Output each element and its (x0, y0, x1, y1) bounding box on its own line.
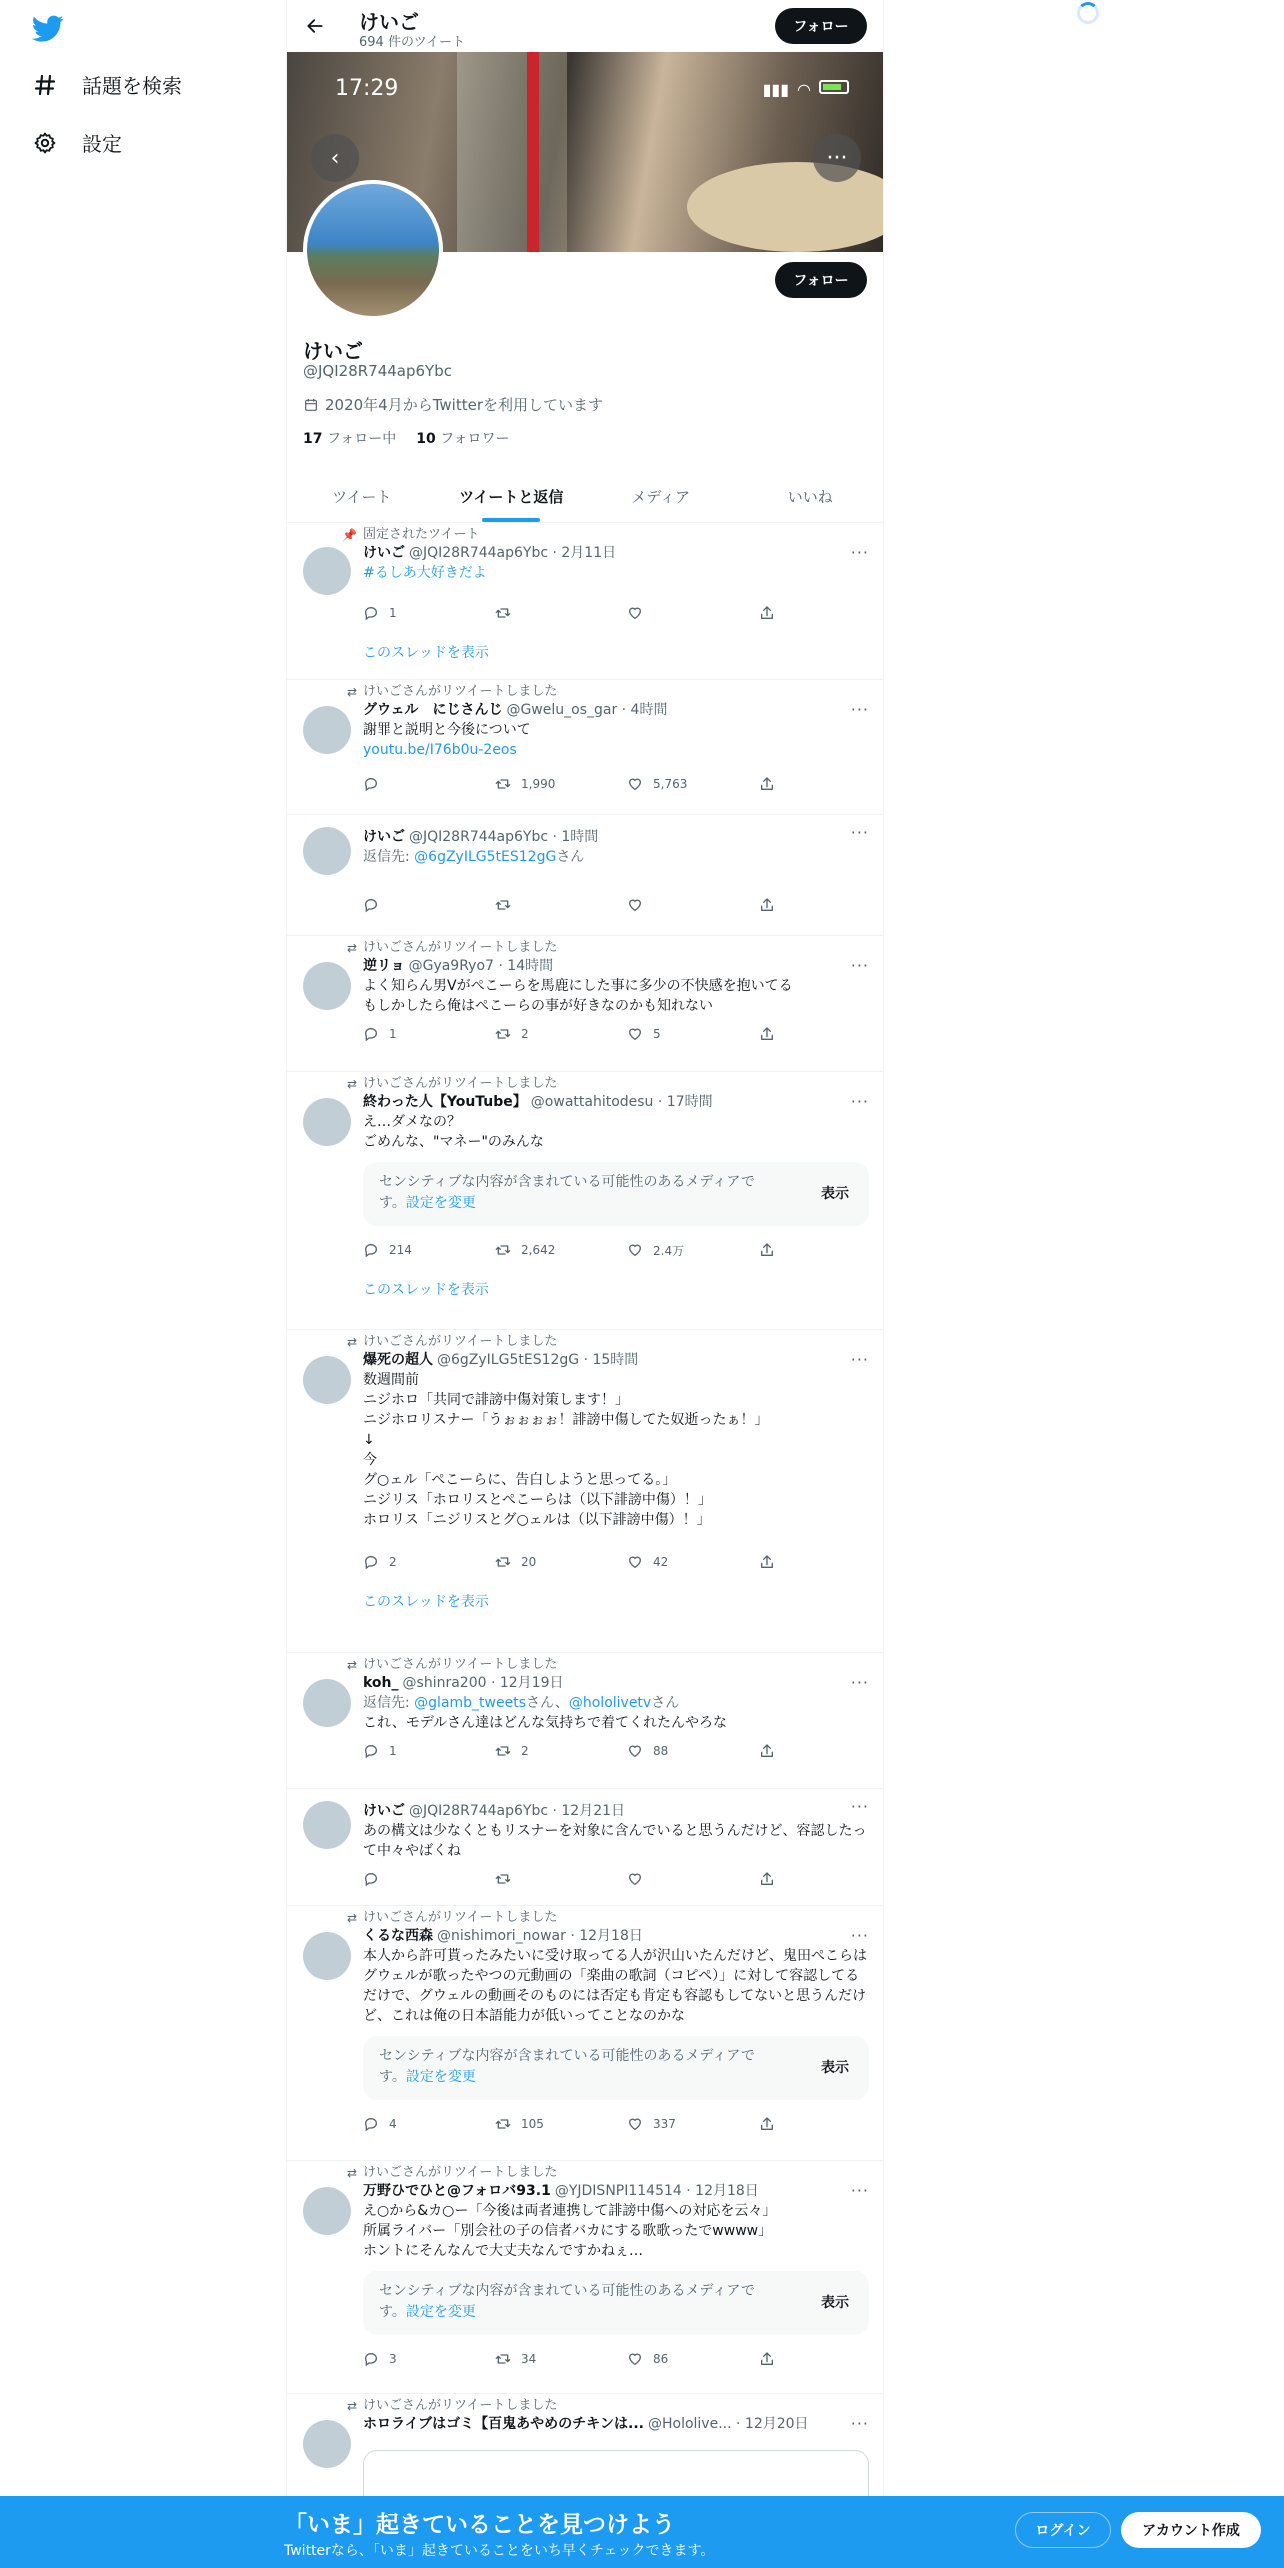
reply-button[interactable] (363, 1743, 495, 1759)
more-icon[interactable]: ··· (850, 2414, 869, 2433)
tweet-context-text: けいごさんがリツイートしました (363, 1076, 558, 1091)
followers-label: フォロワー (440, 431, 510, 447)
heart-icon (627, 605, 643, 621)
tweet-header (363, 700, 869, 720)
tweet-context (341, 936, 869, 956)
heart-icon (627, 776, 643, 792)
change-settings-link[interactable]: 設定を変更 (405, 2069, 476, 2085)
tweet-meta[interactable]: @JQI28R744ap6Ybc · 12月21日 (409, 1803, 626, 1819)
like-count: 42 (653, 1555, 669, 1569)
like-count: 5,763 (653, 777, 688, 791)
tweet-header (363, 827, 869, 847)
retweet-count: 1,990 (521, 777, 556, 791)
reply-to-user[interactable]: @glamb_tweets (414, 1695, 527, 1711)
more-icon[interactable]: ··· (850, 1350, 869, 1369)
like-button[interactable] (627, 1871, 759, 1887)
tweet-header (363, 1092, 869, 1112)
retweet-button[interactable] (495, 2351, 627, 2367)
retweet-count: 2 (521, 1027, 529, 1041)
reply-count: 1 (389, 1744, 397, 1758)
followers-count: 10 (416, 431, 436, 447)
share-icon (759, 2116, 775, 2132)
heart-icon (627, 1026, 643, 1042)
more-icon[interactable]: ··· (850, 543, 869, 562)
reply-icon (363, 1026, 379, 1042)
tweet-item[interactable] (287, 1906, 884, 2161)
sensitive-media-notice (363, 2036, 869, 2100)
tweet-context (341, 1072, 869, 1092)
like-count: 88 (653, 1744, 669, 1758)
tweet-actions (363, 1016, 869, 1052)
share-button[interactable] (759, 776, 775, 792)
show-thread-link[interactable]: このスレッドを表示 (363, 1594, 489, 1610)
avatar[interactable] (303, 1679, 351, 1727)
show-thread-link[interactable]: このスレッドを表示 (363, 645, 489, 661)
more-icon[interactable]: ··· (850, 1673, 869, 1692)
tweet-context (341, 1653, 869, 1673)
tweet-meta[interactable]: @shinra200 · 12月19日 (402, 1675, 564, 1691)
tweet-item[interactable] (287, 523, 884, 680)
tweet-author[interactable]: グウェル にじさんじ (363, 702, 503, 718)
nav-settings[interactable] (32, 128, 122, 157)
tweet-header (363, 2414, 869, 2434)
avatar[interactable] (303, 1356, 351, 1404)
like-button[interactable] (627, 2351, 759, 2367)
avatar[interactable] (303, 2420, 351, 2468)
tweet-item[interactable] (287, 936, 884, 1072)
loading-spinner-icon (1077, 2, 1099, 24)
following-count: 17 (303, 431, 323, 447)
reply-button[interactable] (363, 605, 495, 621)
tweet-context-text: けいごさんがリツイートしました (363, 2165, 558, 2180)
tweet-meta[interactable]: @nishimori_nowar · 12月18日 (437, 1928, 643, 1944)
retweet-button[interactable] (495, 1554, 627, 1570)
like-button[interactable] (627, 1026, 759, 1042)
share-button[interactable] (759, 1242, 775, 1258)
share-icon (759, 1554, 775, 1570)
reply-icon (363, 2116, 379, 2132)
share-button[interactable] (759, 897, 775, 913)
reply-icon (363, 1871, 379, 1887)
reply-to-mid: さん、 (526, 1695, 569, 1711)
tweet-text: 謝罪と説明と今後について (363, 722, 531, 738)
retweet-icon (495, 1871, 511, 1887)
tweet-actions (363, 1861, 869, 1897)
banner-time: 17:29 (335, 76, 399, 101)
tweet-item[interactable] (287, 680, 884, 815)
share-icon (759, 1026, 775, 1042)
retweet-small-icon: ⇄ (346, 941, 357, 955)
like-button[interactable] (627, 776, 759, 792)
retweet-count: 2 (521, 1744, 529, 1758)
retweet-button[interactable] (495, 1242, 627, 1258)
avatar[interactable] (303, 1932, 351, 1980)
tweet-text: え…ダメなの？ ごめんな、"マネー"のみんな (363, 1114, 544, 1150)
tweet-item[interactable] (287, 1330, 884, 1653)
heart-icon (627, 1743, 643, 1759)
tweet-author[interactable]: 終わった人【YouTube】 (363, 1094, 527, 1110)
following-label: フォロー中 (326, 431, 397, 447)
show-media-button[interactable]: 表示 (821, 1186, 849, 1202)
tweet-actions (363, 887, 869, 923)
retweet-button[interactable] (495, 1026, 627, 1042)
tweet-context-text: けいごさんがリツイートしました (363, 2398, 558, 2413)
reply-to-user[interactable]: @6gZyILG5tES12gG (414, 849, 557, 865)
tweet-author[interactable]: けいご (363, 829, 405, 845)
tweet-author[interactable]: くるな西森 (363, 1928, 433, 1944)
reply-button[interactable] (363, 776, 495, 792)
nav-explore[interactable] (32, 70, 182, 99)
tweet-meta[interactable]: @6gZyILG5tES12gG · 15時間 (437, 1352, 639, 1368)
like-button[interactable] (627, 1554, 759, 1570)
profile-handle: @JQI28R744ap6Ybc (303, 362, 452, 380)
share-icon (759, 1743, 775, 1759)
retweet-icon (495, 2351, 511, 2367)
tweet-header (363, 2181, 869, 2201)
heart-icon (627, 1554, 643, 1570)
sensitive-text: センシティブな内容が含まれている可能性のあるメディアです。 (379, 1174, 755, 1211)
change-settings-link[interactable]: 設定を変更 (405, 1195, 476, 1211)
reply-icon (363, 897, 379, 913)
share-icon (759, 897, 775, 913)
banner-plate (687, 162, 884, 252)
reply-button[interactable] (363, 1871, 495, 1887)
avatar[interactable] (303, 1098, 351, 1146)
tab-tweets[interactable]: ツイート (332, 487, 392, 506)
reply-count: 1 (389, 1027, 397, 1041)
heart-icon (627, 2116, 643, 2132)
tweet-text: え○から&カ○ー「今後は両者連携して誹謗中傷への対応を云々」 所属ライバー「別会社の子の信者バカにする歌歌ったでwwww」 ホントにそんなんで大丈夫なんですかねぇ… (363, 2203, 777, 2259)
following-stat[interactable] (303, 428, 396, 448)
tweet-text: あの構文は少なくともリスナーを対象に含んでいると思うんだけど、容認したって中々やばくね (363, 1823, 867, 1859)
like-button[interactable] (627, 1743, 759, 1759)
like-count: 337 (653, 2117, 676, 2131)
more-icon[interactable]: ··· (850, 956, 869, 975)
tweet-header (363, 956, 869, 976)
retweet-button[interactable] (495, 2116, 627, 2132)
retweet-icon (495, 605, 511, 621)
reply-button[interactable] (363, 1242, 495, 1258)
tweet-actions (363, 1232, 869, 1268)
main-column (286, 0, 884, 2500)
hashtag-link[interactable]: #るしあ大好きだよ (363, 565, 487, 581)
wifi-icon: ◠ (797, 80, 811, 99)
twitter-bird-icon[interactable] (32, 12, 64, 44)
share-icon (759, 605, 775, 621)
hashtag-icon (32, 72, 58, 98)
heart-icon (627, 1242, 643, 1258)
retweet-icon (495, 1026, 511, 1042)
tweet-meta[interactable]: @Hololive... · 12月20日 (647, 2416, 809, 2432)
login-button[interactable]: ログイン (1015, 2512, 1111, 2548)
nav-settings-label: 設定 (82, 132, 122, 156)
tweet-context (341, 2161, 869, 2181)
change-settings-link[interactable]: 設定を変更 (405, 2304, 476, 2320)
sensitive-media-notice (363, 1162, 869, 1226)
tweet-actions (363, 2106, 869, 2142)
tweet-item[interactable] (287, 2394, 884, 2500)
sensitive-text: センシティブな内容が含まれている可能性のあるメディアです。 (379, 2048, 755, 2085)
tweet-context (341, 1330, 869, 1350)
pin-icon: 📌 (342, 528, 357, 542)
retweet-button[interactable] (495, 897, 627, 913)
like-button[interactable] (627, 605, 759, 621)
tab-tweets-and-replies[interactable]: ツイートと返信 (437, 470, 587, 522)
retweet-button[interactable] (495, 776, 627, 792)
tweet-context (341, 680, 869, 700)
profile-header-bar (287, 0, 883, 52)
banner-more-circle-icon: ··· (813, 134, 861, 182)
tweet-actions (363, 766, 869, 802)
tweet-header (363, 543, 869, 563)
tweet-item[interactable] (287, 815, 884, 936)
tweet-author[interactable]: けいご (363, 545, 405, 561)
share-button[interactable] (759, 1743, 775, 1759)
like-button[interactable] (627, 897, 759, 913)
retweet-count: 2,642 (521, 1243, 556, 1257)
retweet-count: 34 (521, 2352, 537, 2366)
tweet-meta[interactable]: @owattahitodesu · 17時間 (530, 1094, 713, 1110)
like-button[interactable] (627, 1242, 759, 1259)
signup-banner-subtitle: Twitterなら、「いま」起きていることをいち早くチェックできます。 (284, 2543, 715, 2559)
tweet-actions (363, 2341, 869, 2377)
retweet-small-icon: ⇄ (346, 1335, 357, 1349)
profile-name: けいご (303, 339, 363, 363)
more-icon[interactable]: ··· (850, 1797, 869, 1816)
reply-count: 3 (389, 2352, 397, 2366)
reply-icon (363, 1743, 379, 1759)
retweet-count: 20 (521, 1555, 537, 1569)
tab-likes[interactable]: いいね (787, 487, 833, 506)
reply-button[interactable] (363, 1554, 495, 1570)
retweet-small-icon: ⇄ (346, 1658, 357, 1672)
share-button[interactable] (759, 605, 775, 621)
tweet-item[interactable] (287, 1653, 884, 1789)
share-button[interactable] (759, 1871, 775, 1887)
reply-to (363, 1693, 869, 1713)
show-thread-link[interactable]: このスレッドを表示 (363, 1282, 489, 1298)
retweet-small-icon: ⇄ (346, 1911, 357, 1925)
reply-count: 1 (389, 606, 397, 620)
tweet-context-text: けいごさんがリツイートしました (363, 684, 558, 699)
share-button[interactable] (759, 2116, 775, 2132)
avatar[interactable] (303, 706, 351, 754)
share-icon (759, 2351, 775, 2367)
reply-button[interactable] (363, 897, 495, 913)
reply-button[interactable] (363, 2116, 495, 2132)
banner-straw (527, 52, 539, 252)
tweet-meta[interactable]: @Gwelu_os_gar · 4時間 (506, 702, 668, 718)
reply-count: 2 (389, 1555, 397, 1569)
followers-stat[interactable] (416, 428, 509, 448)
header-tweet-count: 694 件のツイート (359, 35, 466, 50)
reply-count: 214 (389, 1243, 412, 1257)
retweet-small-icon: ⇄ (346, 1077, 357, 1091)
signal-icon: ▮▮▮ (762, 80, 790, 99)
tab-media[interactable]: メディア (631, 487, 691, 506)
retweet-icon (495, 776, 511, 792)
reply-icon (363, 605, 379, 621)
retweet-small-icon: ⇄ (346, 685, 357, 699)
profile-follow-button[interactable]: フォロー (775, 262, 867, 298)
tweet-author[interactable]: 万野ひでひと@フォロバ93.1 (363, 2183, 551, 2199)
tweet-context (341, 1906, 869, 1926)
header-follow-button[interactable]: フォロー (775, 8, 867, 44)
avatar[interactable] (303, 1801, 351, 1849)
tweet-meta[interactable]: @YJDISNPI114514 · 12月18日 (554, 2183, 759, 2199)
tweet-text: よく知らん男Vがぺこーらを馬鹿にした事に多少の不快感を抱いてる もしかしたら俺はぺこーらの事が好きなのかも知れない (363, 978, 793, 1014)
more-icon[interactable]: ··· (850, 1092, 869, 1111)
tweet-item[interactable] (287, 1072, 884, 1330)
tweet-context (341, 2394, 869, 2414)
avatar[interactable] (303, 547, 351, 595)
tweet-author[interactable]: ホロライブはゴミ【百鬼あやめのチキンは... (363, 2416, 644, 2432)
signup-banner (0, 2496, 1284, 2568)
tweet-actions (363, 595, 869, 631)
reply-count: 4 (389, 2117, 397, 2131)
tweet-url-link[interactable]: youtu.be/I76b0u-2eos (363, 742, 517, 758)
like-button[interactable] (627, 2116, 759, 2132)
share-icon (759, 1242, 775, 1258)
more-icon[interactable]: ··· (850, 823, 869, 842)
tweet-header (363, 1350, 869, 1370)
tweet-author[interactable]: 爆死の超人 (363, 1352, 433, 1368)
share-icon (759, 776, 775, 792)
battery-icon (819, 80, 849, 94)
tweet-context-text: けいごさんがリツイートしました (363, 1334, 558, 1349)
show-media-button[interactable]: 表示 (821, 2295, 849, 2311)
tweet-context-text: 固定されたツイート (363, 527, 480, 542)
banner-status-icons (763, 80, 849, 99)
tweet-header (363, 1926, 869, 1946)
banner-back-circle-icon: ‹ (311, 134, 359, 182)
signup-banner-title: 「いま」起きていることを見つけよう (284, 2512, 675, 2538)
retweet-icon (495, 897, 511, 913)
show-media-button[interactable]: 表示 (821, 2060, 849, 2076)
sensitive-media-notice (363, 2271, 869, 2335)
tweet-meta[interactable]: @Gya9Ryo7 · 14時間 (408, 958, 554, 974)
like-count: 86 (653, 2352, 669, 2366)
heart-icon (627, 897, 643, 913)
reply-icon (363, 1242, 379, 1258)
tweet-timeline (287, 523, 884, 2500)
retweet-small-icon: ⇄ (346, 2399, 357, 2413)
retweet-small-icon: ⇄ (346, 2166, 357, 2180)
profile-tabs (287, 470, 884, 523)
profile-joined-text: 2020年4月からTwitterを利用しています (325, 396, 603, 414)
quoted-card[interactable] (363, 2450, 869, 2500)
tweet-text: 本人から許可貰ったみたいに受け取ってる人が沢山いたんだけど、鬼田ぺこらはグウェルが歌ったやつの元動画の「楽曲の歌詞（コピペ）」に対して容認してるだけで、グウェルの動画そのものには否定も肯定も容認もしてないと思うんだけど、これは俺の日本語能力が低いってことなのかな (363, 1948, 867, 2024)
heart-icon (627, 2351, 643, 2367)
more-icon[interactable]: ··· (850, 700, 869, 719)
tweet-context (341, 523, 869, 543)
like-count: 5 (653, 1027, 661, 1041)
retweet-icon (495, 1242, 511, 1258)
tweet-author[interactable]: 逆リョ (363, 958, 405, 974)
signup-button[interactable]: アカウント作成 (1121, 2512, 1261, 2548)
tweet-actions (363, 1733, 869, 1769)
tweet-actions (363, 1544, 869, 1580)
share-button[interactable] (759, 1554, 775, 1570)
reply-icon (363, 776, 379, 792)
profile-avatar[interactable] (303, 180, 443, 320)
tweet-context-text: けいごさんがリツイートしました (363, 1910, 558, 1925)
tweet-meta[interactable]: @JQI28R744ap6Ybc · 1時間 (409, 829, 599, 845)
reply-button[interactable] (363, 1026, 495, 1042)
more-icon[interactable]: ··· (850, 2181, 869, 2200)
reply-to-suffix: さん (651, 1695, 680, 1711)
nav-explore-label: 話題を検索 (82, 74, 182, 98)
share-button[interactable] (759, 2351, 775, 2367)
avatar[interactable] (303, 962, 351, 1010)
profile-joined (303, 394, 603, 415)
tweet-header (363, 1801, 869, 1821)
tweet-item[interactable] (287, 2161, 884, 2394)
share-icon (759, 1871, 775, 1887)
tweet-meta[interactable]: @JQI28R744ap6Ybc · 2月11日 (409, 545, 617, 561)
reply-to (363, 847, 869, 867)
more-icon[interactable]: ··· (850, 1926, 869, 1945)
banner-glass (457, 52, 567, 252)
reply-to-suffix: さん (556, 849, 585, 865)
retweet-icon (495, 1743, 511, 1759)
sensitive-text: センシティブな内容が含まれている可能性のあるメディアです。 (379, 2283, 755, 2320)
reply-icon (363, 1554, 379, 1570)
tweet-item[interactable] (287, 1789, 884, 1906)
header-title: けいご (359, 10, 419, 34)
retweet-button[interactable] (495, 605, 627, 621)
back-button[interactable] (297, 8, 333, 44)
share-button[interactable] (759, 1026, 775, 1042)
arrow-left-icon (305, 16, 325, 36)
tweet-author[interactable]: けいご (363, 1803, 405, 1819)
heart-icon (627, 1871, 643, 1887)
reply-icon (363, 2351, 379, 2367)
profile-stats (303, 428, 510, 448)
calendar-icon (303, 397, 319, 413)
retweet-button[interactable] (495, 1871, 627, 1887)
tweet-header (363, 1673, 869, 1693)
tweet-author[interactable]: koh_ (363, 1675, 399, 1691)
tweet-context-text: けいごさんがリツイートしました (363, 1657, 558, 1672)
reply-to-prefix: 返信先: (363, 1695, 415, 1711)
gear-icon (32, 130, 58, 156)
retweet-icon (495, 1554, 511, 1570)
reply-button[interactable] (363, 2351, 495, 2367)
like-count: 2.4万 (653, 1243, 685, 1258)
avatar[interactable] (303, 827, 351, 875)
retweet-icon (495, 2116, 511, 2132)
tweet-text: 数週間前 ニジホロ「共同で誹謗中傷対策します！」 ニジホロリスナー「うぉぉぉぉ！誹謗中傷してた奴逝ったぁ！」 ↓ 今 グ○ェル「ぺこーらに、告白しようと思ってる。」 ニジリス「ホロリスとぺこーらは（以下誹謗中傷）！」 ホロリス「ニジリスとグ○ェルは（以下誹謗中傷）！」 (363, 1372, 769, 1528)
tweet-context-text: けいごさんがリツイートしました (363, 940, 558, 955)
reply-to-user-2[interactable]: @hololivetv (568, 1695, 652, 1711)
avatar[interactable] (303, 2187, 351, 2235)
retweet-button[interactable] (495, 1743, 627, 1759)
reply-to-prefix: 返信先: (363, 849, 415, 865)
tweet-text: これ、モデルさん達はどんな気持ちで着てくれたんやろな (363, 1715, 727, 1731)
retweet-count: 105 (521, 2117, 544, 2131)
